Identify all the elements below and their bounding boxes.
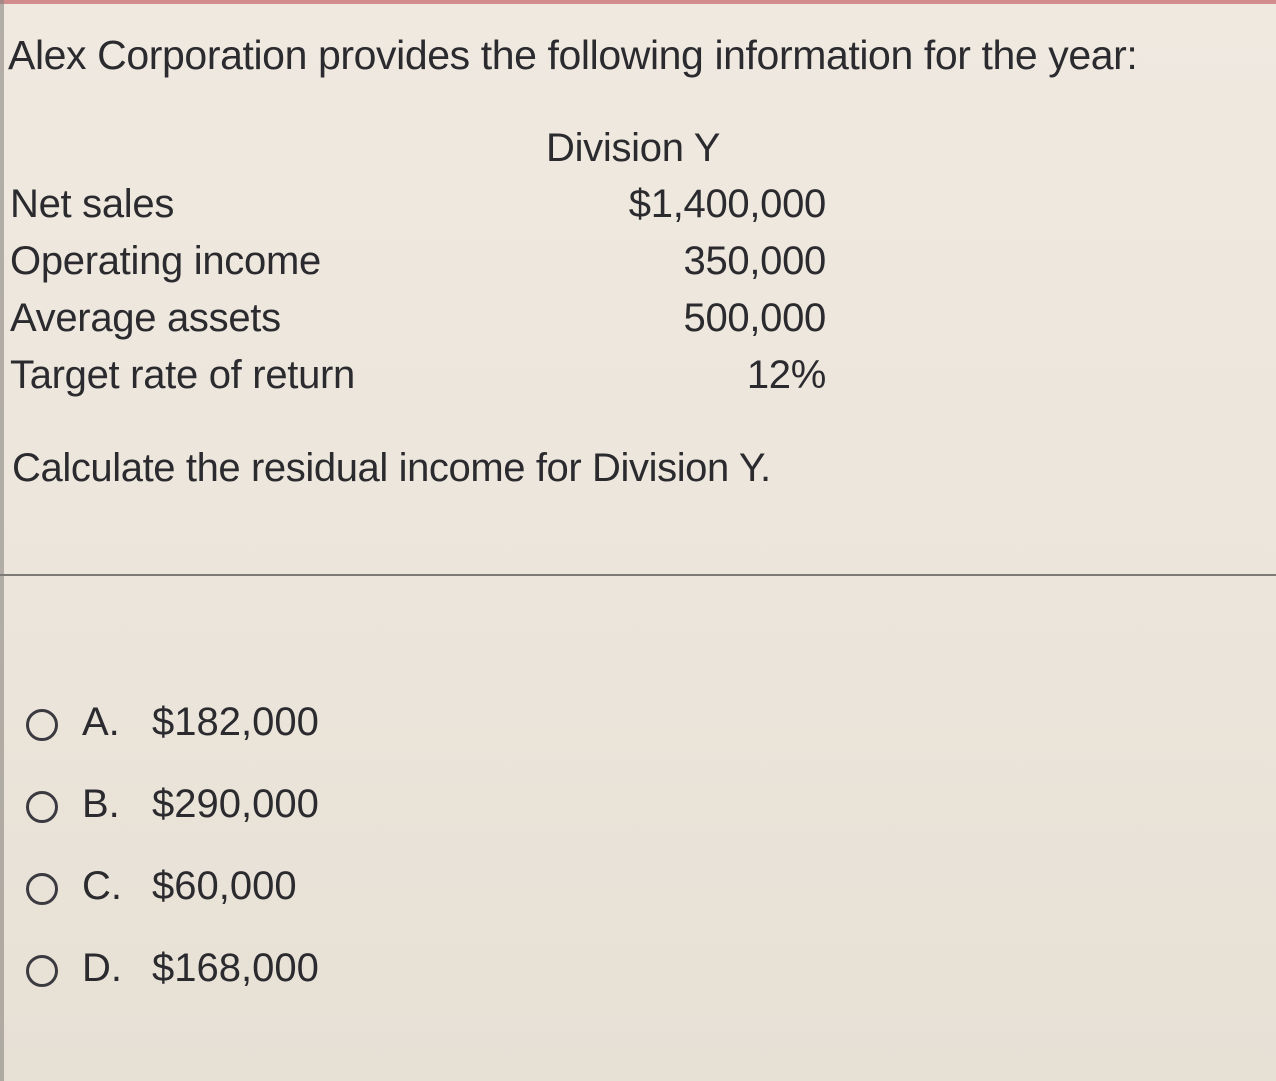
option-b[interactable]	[26, 782, 319, 864]
table-row	[10, 182, 830, 239]
option-a[interactable]	[26, 700, 319, 782]
option-letter: C.	[82, 864, 122, 908]
radio-button-icon[interactable]	[26, 791, 58, 823]
option-value: $60,000	[152, 864, 297, 908]
row-value: 350,000	[683, 239, 826, 283]
option-value: $168,000	[152, 946, 319, 990]
data-table	[10, 182, 830, 410]
left-edge-border	[0, 0, 4, 1081]
option-value: $182,000	[152, 700, 319, 744]
section-divider	[0, 574, 1276, 576]
option-d[interactable]	[26, 946, 319, 1028]
table-row	[10, 239, 830, 296]
table-row	[10, 353, 830, 410]
table-column-header: Division Y	[546, 126, 721, 170]
table-row	[10, 296, 830, 353]
intro-text: Alex Corporation provides the following information for the year:	[8, 32, 1138, 78]
radio-button-icon[interactable]	[26, 709, 58, 741]
row-label: Target rate of return	[10, 353, 355, 397]
radio-button-icon[interactable]	[26, 955, 58, 987]
row-value: 500,000	[683, 296, 826, 340]
row-label: Net sales	[10, 182, 175, 226]
radio-button-icon[interactable]	[26, 873, 58, 905]
option-letter: A.	[82, 700, 120, 744]
row-label: Operating income	[10, 239, 321, 283]
row-value: 12%	[746, 353, 826, 397]
question-text: Calculate the residual income for Division Y.	[12, 446, 771, 490]
option-value: $290,000	[152, 782, 319, 826]
option-c[interactable]	[26, 864, 319, 946]
top-accent-bar	[0, 0, 1276, 4]
row-value: $1,400,000	[628, 182, 826, 226]
option-letter: D.	[82, 946, 122, 990]
option-letter: B.	[82, 782, 120, 826]
answer-options	[26, 700, 319, 1028]
row-label: Average assets	[10, 296, 281, 340]
